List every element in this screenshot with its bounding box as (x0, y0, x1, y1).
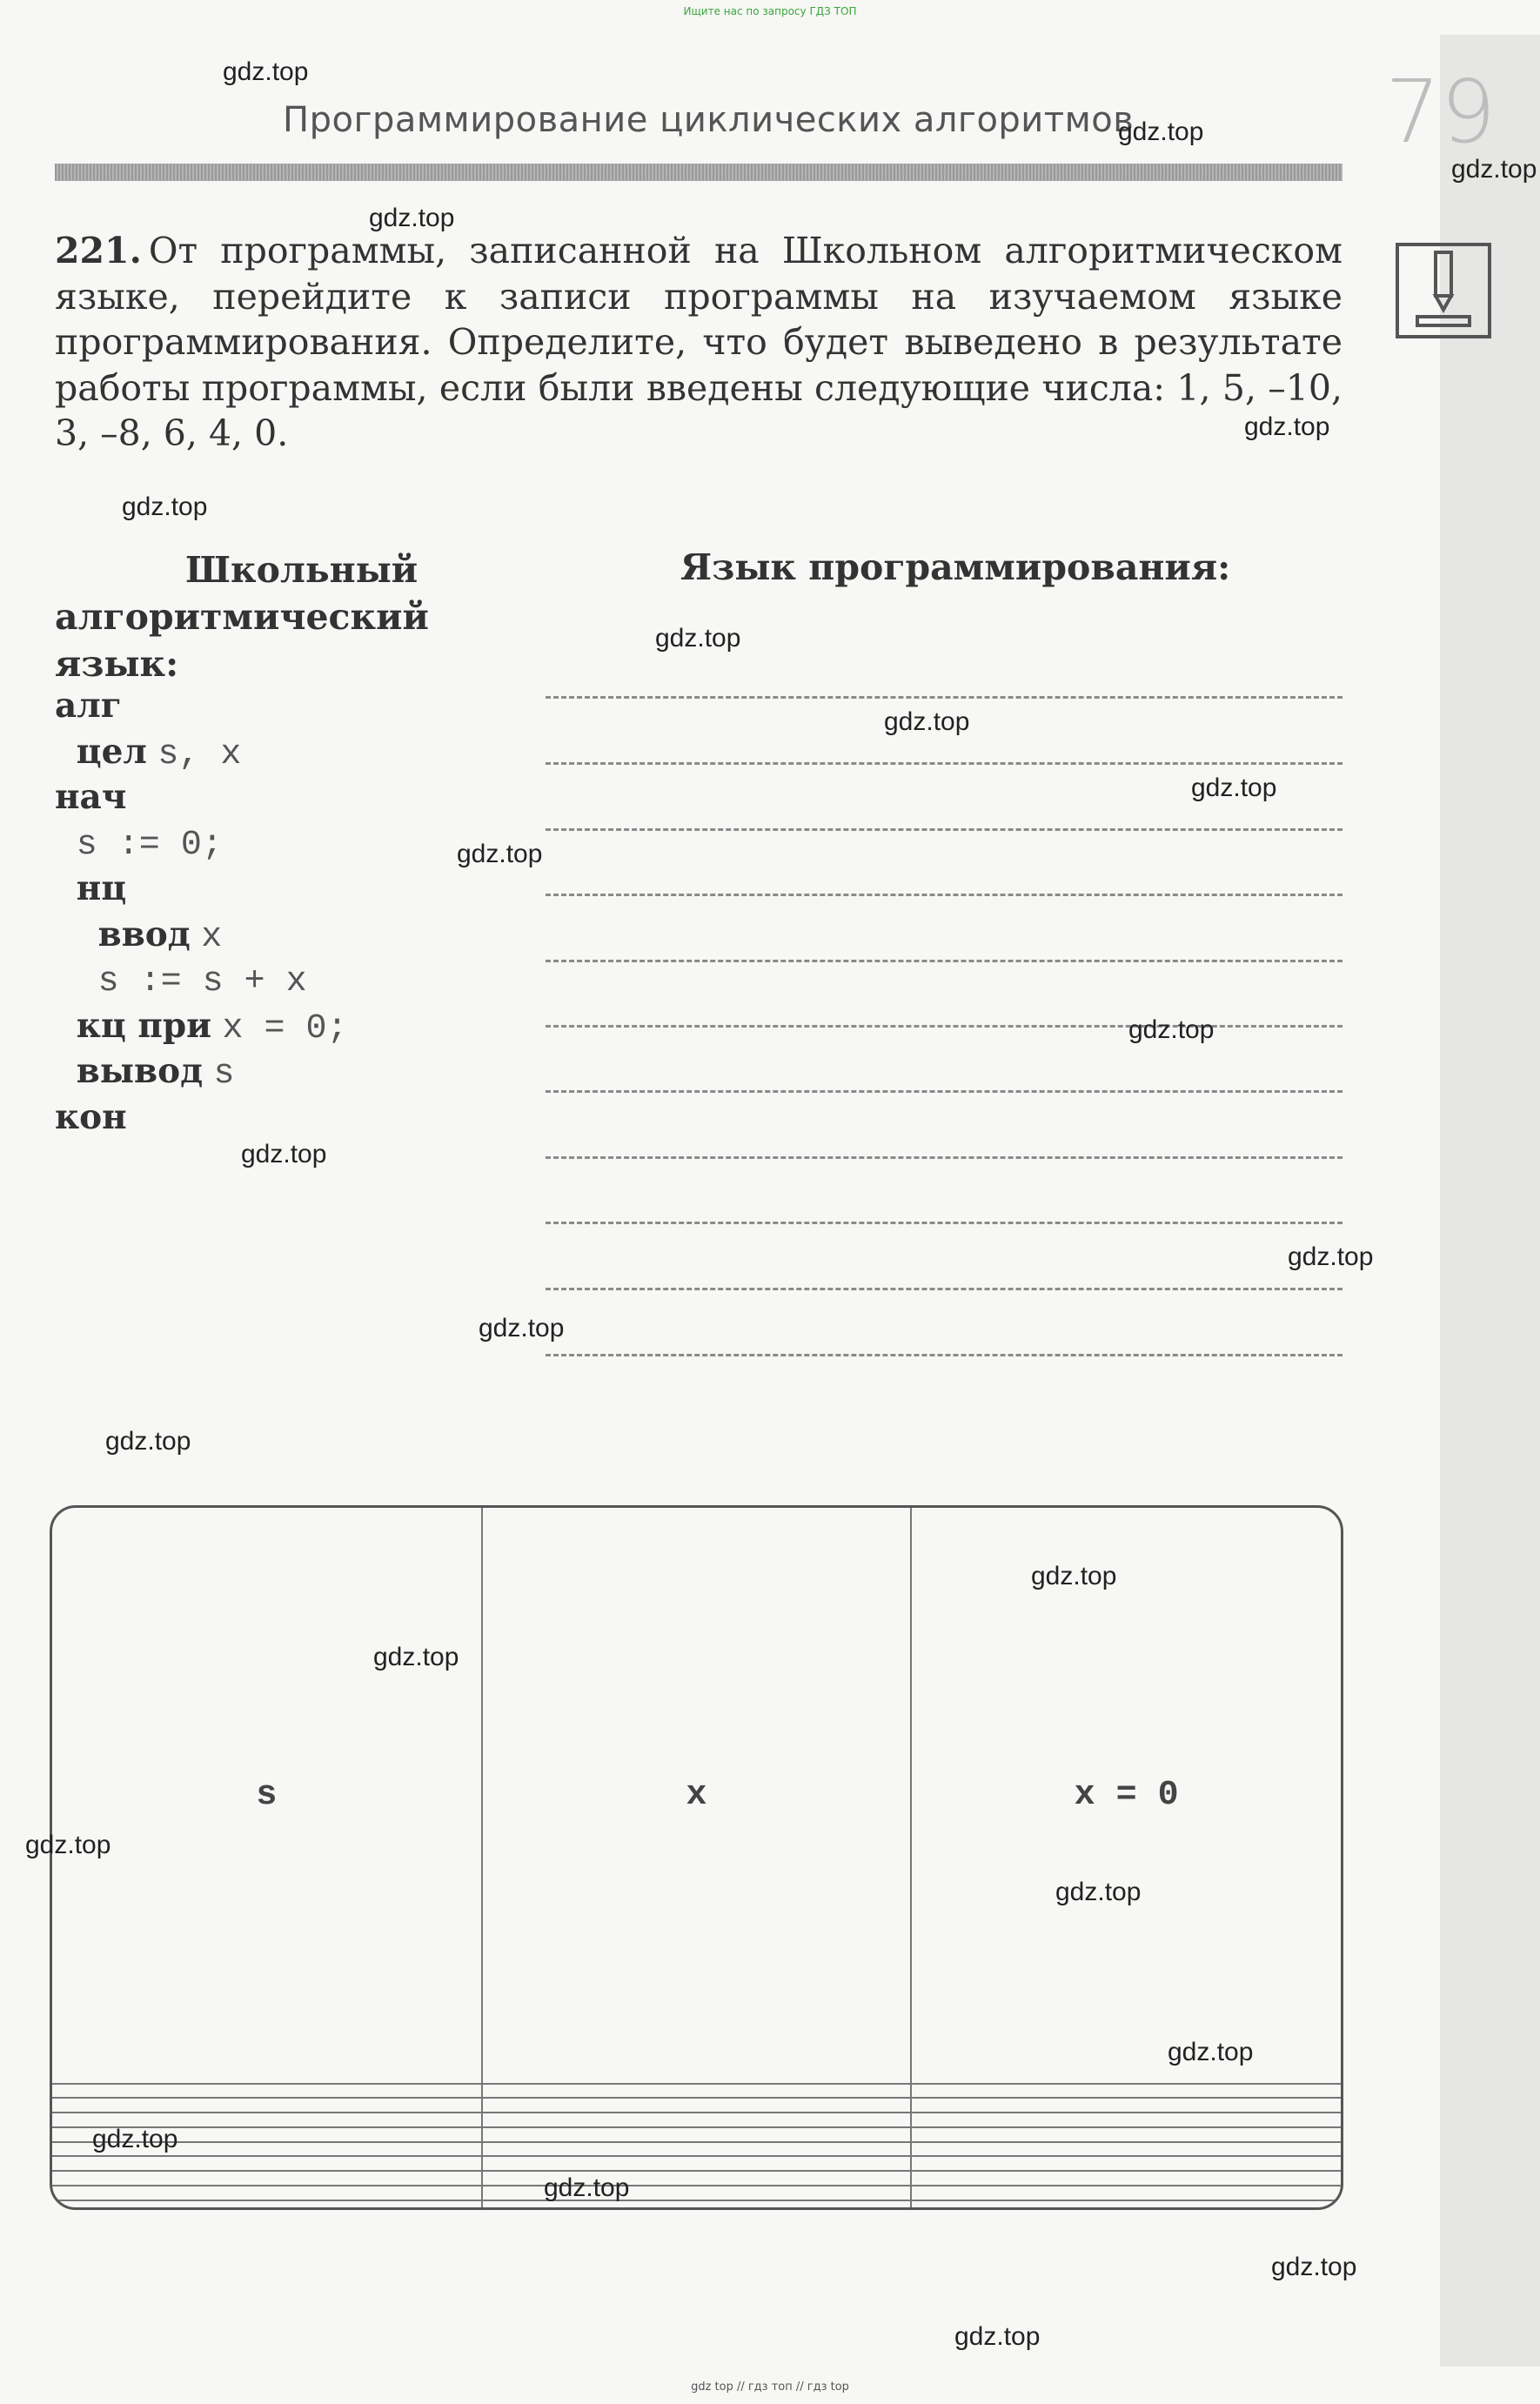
table-cell[interactable] (911, 2142, 1341, 2157)
table-cell[interactable] (911, 2113, 1341, 2127)
table-row (52, 2127, 1341, 2142)
code-vars: s, x (157, 734, 242, 774)
table-cell[interactable] (52, 2186, 482, 2200)
table-row (52, 2142, 1341, 2157)
table-cell[interactable] (52, 2084, 482, 2099)
table-header-x: x (482, 1508, 912, 2084)
watermark-text: gdz.top (655, 624, 741, 653)
watermark-text: gdz.top (25, 1831, 111, 1859)
table-header-row (52, 1508, 1341, 2084)
table-cell[interactable] (911, 2156, 1341, 2171)
answer-line[interactable] (546, 1025, 1342, 1028)
watermark-text: gdz.top (1191, 773, 1277, 802)
table-cell[interactable] (52, 2200, 482, 2207)
answer-line[interactable] (546, 696, 1342, 699)
watermark-text: gdz.top (1288, 1242, 1374, 1271)
code-condition: x = 0; (222, 1008, 348, 1048)
code-line-5 (55, 866, 348, 912)
answer-line[interactable] (546, 1354, 1342, 1356)
code-listing (55, 683, 348, 1140)
watermark-text: gdz.top (544, 2173, 630, 2202)
table-cell[interactable] (911, 2084, 1341, 2099)
chapter-title: Программирование циклических алгоритмов (283, 100, 1135, 140)
answer-line[interactable] (546, 1222, 1342, 1224)
kw-alg: алг (55, 686, 122, 726)
watermark-text: gdz.top (1128, 1015, 1215, 1044)
table-cell[interactable] (911, 2171, 1341, 2186)
watermark-text: gdz.top (1244, 412, 1330, 441)
left-heading-line1: Школьный (185, 549, 418, 591)
table-row (52, 2200, 1341, 2207)
table-header-condition: x = 0 (911, 1508, 1341, 2084)
page-edge-strip (1440, 35, 1540, 2367)
code-line-10 (55, 1095, 348, 1141)
table-cell[interactable] (52, 2156, 482, 2171)
right-column-heading: Язык программирования: (680, 546, 1231, 588)
table-row (52, 2186, 1341, 2200)
table-cell[interactable] (52, 2171, 482, 2186)
table-header-s: s (52, 1508, 482, 2084)
table-cell[interactable] (482, 2113, 912, 2127)
table-cell[interactable] (911, 2127, 1341, 2142)
task-statement (55, 228, 1342, 457)
watermark-text: gdz.top (1451, 155, 1537, 184)
table-row (52, 2171, 1341, 2186)
answer-line[interactable] (546, 1288, 1342, 1290)
table-cell[interactable] (482, 2084, 912, 2099)
watermark-text: gdz.top (373, 1643, 459, 1671)
watermark-text: gdz.top (92, 2125, 178, 2153)
code-line-6 (55, 912, 348, 958)
answer-line[interactable] (546, 828, 1342, 831)
watermark-text: gdz.top (223, 57, 309, 86)
bottom-note: gdz top // гдз топ // гдз top (691, 2381, 849, 2394)
kw-nc: нц (76, 868, 127, 908)
watermark-text: gdz.top (1271, 2253, 1357, 2281)
answer-line[interactable] (546, 1090, 1342, 1093)
task-number: 221. (55, 230, 142, 271)
watermark-text: gdz.top (1055, 1878, 1142, 1906)
table-cell[interactable] (911, 2098, 1341, 2113)
kw-kon: кон (55, 1096, 127, 1137)
kw-vyvod: вывод (76, 1051, 204, 1091)
answer-line[interactable] (546, 1156, 1342, 1159)
table-row (52, 2098, 1341, 2113)
code-accumulate: s := s + x (97, 962, 307, 1001)
code-init: s := 0; (76, 825, 223, 865)
table-row (52, 2113, 1341, 2127)
header-rule (55, 164, 1342, 181)
code-line-4 (55, 820, 348, 867)
watermark-text: gdz.top (954, 2322, 1041, 2351)
watermark-text: gdz.top (457, 840, 543, 868)
kw-nach: нач (55, 777, 127, 817)
watermark-text: gdz.top (884, 707, 970, 736)
table-cell[interactable] (482, 2098, 912, 2113)
table-cell[interactable] (911, 2186, 1341, 2200)
kw-vvod: ввод (97, 914, 191, 954)
table-cell[interactable] (482, 2156, 912, 2171)
kw-cel: цел (76, 731, 147, 772)
page-number: 79 (1385, 61, 1496, 163)
answer-line[interactable] (546, 894, 1342, 896)
table-cell[interactable] (52, 2098, 482, 2113)
trace-table (50, 1505, 1343, 2210)
left-heading-line2: алгоритмический язык: (55, 596, 429, 685)
left-column-heading (55, 546, 542, 687)
table-cell[interactable] (482, 2142, 912, 2157)
code-line-9 (55, 1048, 348, 1095)
answer-line[interactable] (546, 762, 1342, 765)
table-row (52, 2084, 1341, 2099)
table-cell[interactable] (911, 2200, 1341, 2207)
answer-line[interactable] (546, 960, 1342, 962)
code-line-7 (55, 957, 348, 1003)
code-line-8 (55, 1003, 348, 1049)
watermark-text: gdz.top (1118, 117, 1204, 146)
watermark-text: gdz.top (1168, 2038, 1254, 2066)
watermark-text: gdz.top (369, 204, 455, 232)
table-row (52, 2156, 1341, 2171)
watermark-text: gdz.top (122, 492, 208, 521)
watermark-text: gdz.top (479, 1314, 565, 1343)
task-text: От программы, записанной на Школьном алгоритмическом языке, перейдите к записи программы на изучаемом языке программирования. Определите, что будет выведено в результате работы программы, если были введены следующие числа: 1, 5, –10, 3, –8, 6, 4, 0. (55, 230, 1342, 454)
code-output-var: s (213, 1055, 235, 1094)
code-line-2 (55, 729, 348, 775)
top-note: Ищите нас по запросу ГДЗ ТОП (683, 5, 857, 17)
code-line-1 (55, 683, 348, 729)
code-line-3 (55, 774, 348, 820)
watermark-text: gdz.top (241, 1140, 327, 1169)
watermark-text: gdz.top (105, 1427, 191, 1456)
pencil-write-icon (1395, 242, 1492, 339)
table-cell[interactable] (482, 2127, 912, 2142)
watermark-text: gdz.top (1031, 1562, 1117, 1590)
kw-kc-pri: кц при (76, 1005, 212, 1046)
code-input-var: x (201, 917, 223, 957)
